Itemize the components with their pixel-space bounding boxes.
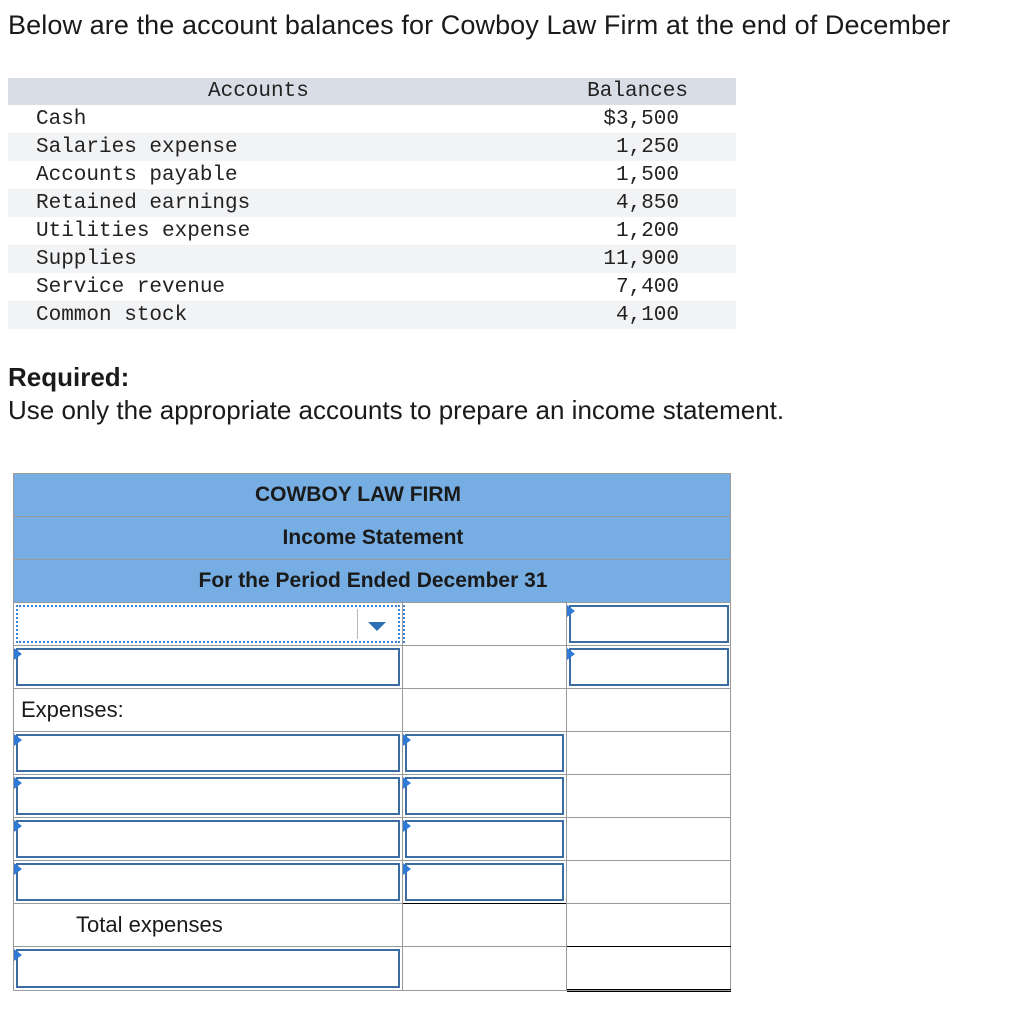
expense-account-input[interactable]: [16, 863, 400, 901]
expense-row: [14, 818, 730, 861]
flag-icon: [403, 734, 411, 746]
flag-icon: [403, 820, 411, 832]
accounts-column-header: Accounts: [8, 78, 495, 105]
income-statement-form: [13, 473, 731, 991]
account-balance: 4,850: [495, 189, 736, 217]
total-expenses-label: Total expenses: [76, 912, 223, 937]
table-row: [8, 189, 736, 217]
account-name: Retained earnings: [8, 189, 495, 217]
account-balance: 7,400: [615, 275, 679, 299]
account-input[interactable]: [16, 648, 400, 686]
revenue-amount-cell: [403, 603, 567, 645]
revenue-account-select[interactable]: [16, 605, 400, 643]
statement-title: Income Statement: [282, 526, 464, 549]
company-name: COWBOY LAW FIRM: [254, 483, 462, 506]
revenue-row-2: [14, 646, 730, 689]
period-header: [14, 560, 730, 603]
account-balance: 1,200: [615, 219, 679, 243]
account-name: Supplies: [8, 245, 495, 273]
account-name: Cash: [36, 107, 87, 131]
total-expenses-total-cell[interactable]: [567, 904, 731, 946]
flag-icon: [14, 949, 22, 961]
flag-icon: [14, 863, 22, 875]
total-cell: [567, 646, 731, 688]
required-title: Required:: [8, 362, 130, 392]
flag-icon: [403, 863, 411, 875]
expense-amount-input[interactable]: [405, 863, 564, 901]
revenue-account-cell: [14, 603, 403, 645]
total-input[interactable]: [569, 648, 729, 686]
table-row: [8, 105, 736, 133]
expense-amount-input[interactable]: [405, 734, 564, 772]
revenue-total-cell: [567, 603, 731, 645]
revenue-row: [14, 603, 730, 646]
table-row: [8, 161, 736, 189]
expense-row: [14, 732, 730, 775]
expenses-label: Expenses:: [21, 697, 124, 722]
intro-text: Below are the account balances for Cowboy Law Firm at the end of December: [8, 10, 951, 40]
balances-column-header: Balances: [495, 78, 736, 105]
account-balance: 1,250: [495, 133, 736, 161]
account-name: Service revenue: [36, 275, 226, 299]
expense-account-input[interactable]: [16, 734, 400, 772]
account-balance: 1,500: [615, 163, 679, 187]
total-expenses-row: [14, 904, 730, 947]
account-name: Common stock: [8, 301, 495, 329]
amount-cell: [403, 646, 567, 688]
table-row: [8, 245, 736, 273]
account-cell: [14, 646, 403, 688]
account-name: Salaries expense: [8, 133, 495, 161]
expense-amount-input[interactable]: [405, 820, 564, 858]
total-expenses-amount-cell[interactable]: [403, 904, 567, 946]
expense-account-input[interactable]: [16, 777, 400, 815]
period-text: For the Period Ended December 31: [198, 569, 548, 592]
flag-icon: [567, 648, 575, 660]
table-header-row: [8, 78, 736, 105]
revenue-total-input[interactable]: [569, 605, 729, 643]
chevron-down-icon: [368, 622, 386, 631]
statement-title-header: [14, 517, 730, 560]
account-name: Utilities expense: [36, 219, 251, 243]
company-name-header: [14, 474, 730, 517]
flag-icon: [403, 777, 411, 789]
flag-icon: [14, 648, 22, 660]
flag-icon: [14, 777, 22, 789]
table-row: [8, 217, 736, 245]
account-balance: 4,100: [495, 301, 736, 329]
net-income-total-cell[interactable]: [567, 947, 731, 990]
expense-amount-input[interactable]: [405, 777, 564, 815]
required-text: Use only the appropriate accounts to prepare an income statement.: [8, 395, 785, 425]
account-balance: 11,900: [495, 245, 736, 273]
table-row: [8, 133, 736, 161]
account-name: Accounts payable: [36, 163, 238, 187]
expense-account-input[interactable]: [16, 820, 400, 858]
net-income-row: [14, 947, 730, 990]
expense-row: [14, 861, 730, 904]
account-balances-table: [8, 78, 736, 329]
account-balance: $3,500: [603, 107, 679, 131]
net-income-label-input[interactable]: [16, 949, 400, 988]
table-row: [8, 301, 736, 329]
flag-icon: [567, 605, 575, 617]
flag-icon: [14, 734, 22, 746]
expenses-label-row: [14, 689, 730, 732]
expense-row: [14, 775, 730, 818]
flag-icon: [14, 820, 22, 832]
table-row: [8, 273, 736, 301]
